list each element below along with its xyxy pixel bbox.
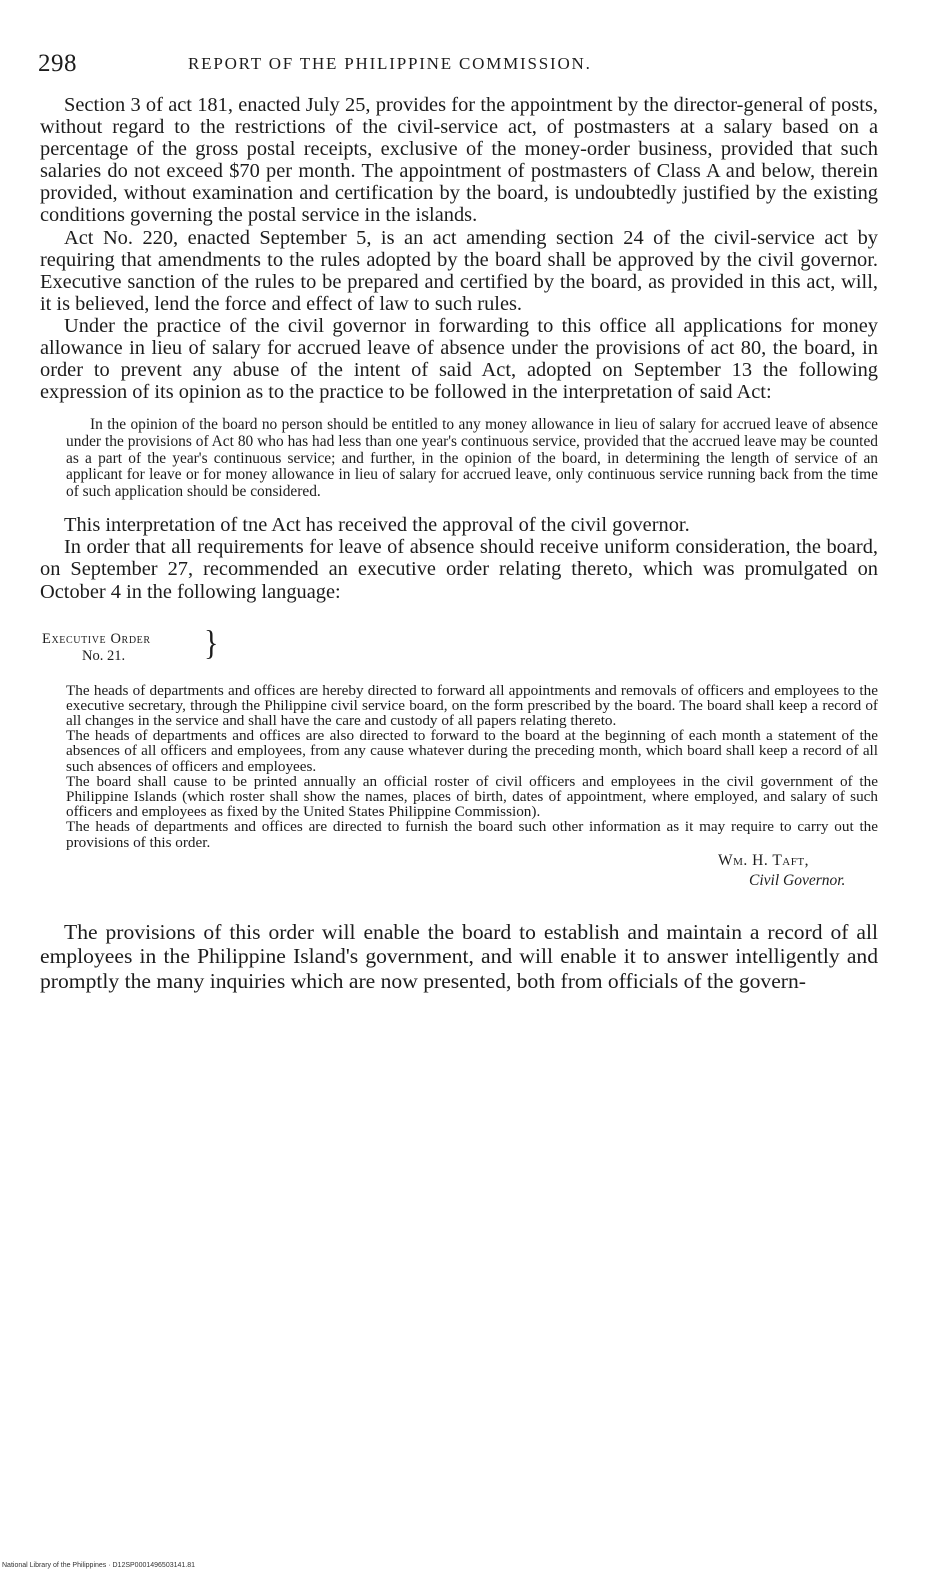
page-header (38, 50, 878, 80)
signature-title: Civil Governor. (749, 871, 846, 889)
board-opinion-quote: In the opinion of the board no person should be entitled to any money allowance in lieu of salary for accrued leave of absence under the provisions of Act 80 who has had less than one year's continuous service, provided that the accrued leave may be counted as a part of the year's continuous service; and further, in the opinion of the board, in determining the length of service of an applicant for leave or for money allowance in lieu of salary for accrued leave, only continuous service running back from the time of such application should be considered. (66, 416, 878, 500)
executive-order-heading (42, 624, 878, 675)
signature-block (66, 850, 878, 892)
brace-mark: } (204, 624, 219, 663)
page-number: 298 (38, 50, 77, 77)
paragraph-act-220: Act No. 220, enacted September 5, is an act amending section 24 of the civil-service act by requiring that amendments to the rules adopted by the board shall be approved by the civil governor. Executive sanction of the rules to be prepared and certified by the board, as provided in this act, will, it is believed, lend the force and effect of law to such rules. (40, 226, 878, 315)
running-title: REPORT OF THE PHILIPPINE COMMISSION. (188, 54, 592, 73)
order-paragraph: The heads of departments and offices are also directed to forward to the board at the beginning of each month a statement of the absences of all officers and employees, from any cause whatever during the preceding month, which board shall keep a record of all such absences of officers and employees. (66, 727, 878, 775)
paragraph-act-80-practice: Under the practice of the civil governor in forwarding to this office all applications for money allowance in lieu of salary for accrued leave of absence under the provisions of act 80, the board, in order to prevent any abuse of the intent of said Act, adopted on September 13 the following expression of its opinion as to the practice to be followed in the interpretation of said Act: (40, 314, 878, 404)
executive-order-label: Executive Order (42, 630, 151, 647)
order-paragraph: The board shall cause to be printed annually an official roster of civil officers and employees in the civil government of the Philippine Islands (which roster shall show the names, places of birth, dates of appointment, where employed, and salary of such officers and employees as fixed by the United States Philippine Commission). (66, 772, 878, 821)
scan-footer: National Library of the Philippines · D12SP0001496503141.81 (2, 1562, 196, 1569)
paragraph-act-181: Section 3 of act 181, enacted July 25, provides for the appointment by the director-general of posts, without regard to the restrictions of the civil-service act, of postmasters at a salary based on a percentage of the gross postal receipts, exclusive of the money-order business, provided that such salaries do not exceed $70 per month. The appointment of postmasters of Class A and below, therein provided, without examination and certification by the board, is undoubtedly justified by the existing conditions governing the postal service in the islands. (40, 94, 878, 227)
paragraph-leave-requirements: In order that all requirements for leave of absence should receive uniform consideration, the board, on September 27, recommended an executive order relating thereto, which was promulgated on October 4 in the following language: (40, 536, 878, 603)
order-paragraph: The heads of departments and offices are directed to furnish the board such other information as it may require to carry out the provisions of this order. (66, 818, 878, 851)
order-paragraph: The heads of departments and offices are hereby directed to forward all appointments and removals of officers and employees to the executive secretary, through the Philippine civil service board, on the form prescribed by the board. The board shall keep a record of all changes in the service and shall have the care and custody of all papers relating thereto. (66, 681, 878, 730)
paragraph-order-provisions: The provisions of this order will enable the board to establish and maintain a record of all employees in the Philippine Island's government, and will enable it to answer intelligently and promptly the many inquiries which are now presented, both from officials of the govern- (40, 919, 878, 993)
signature-name: Wm. H. Taft, (718, 851, 809, 869)
paragraph-interpretation-approval: This interpretation of tne Act has received the approval of the civil governor. (64, 514, 690, 537)
page-body (40, 94, 878, 993)
executive-order-text (66, 683, 878, 850)
executive-order-number: No. 21. (82, 647, 126, 664)
